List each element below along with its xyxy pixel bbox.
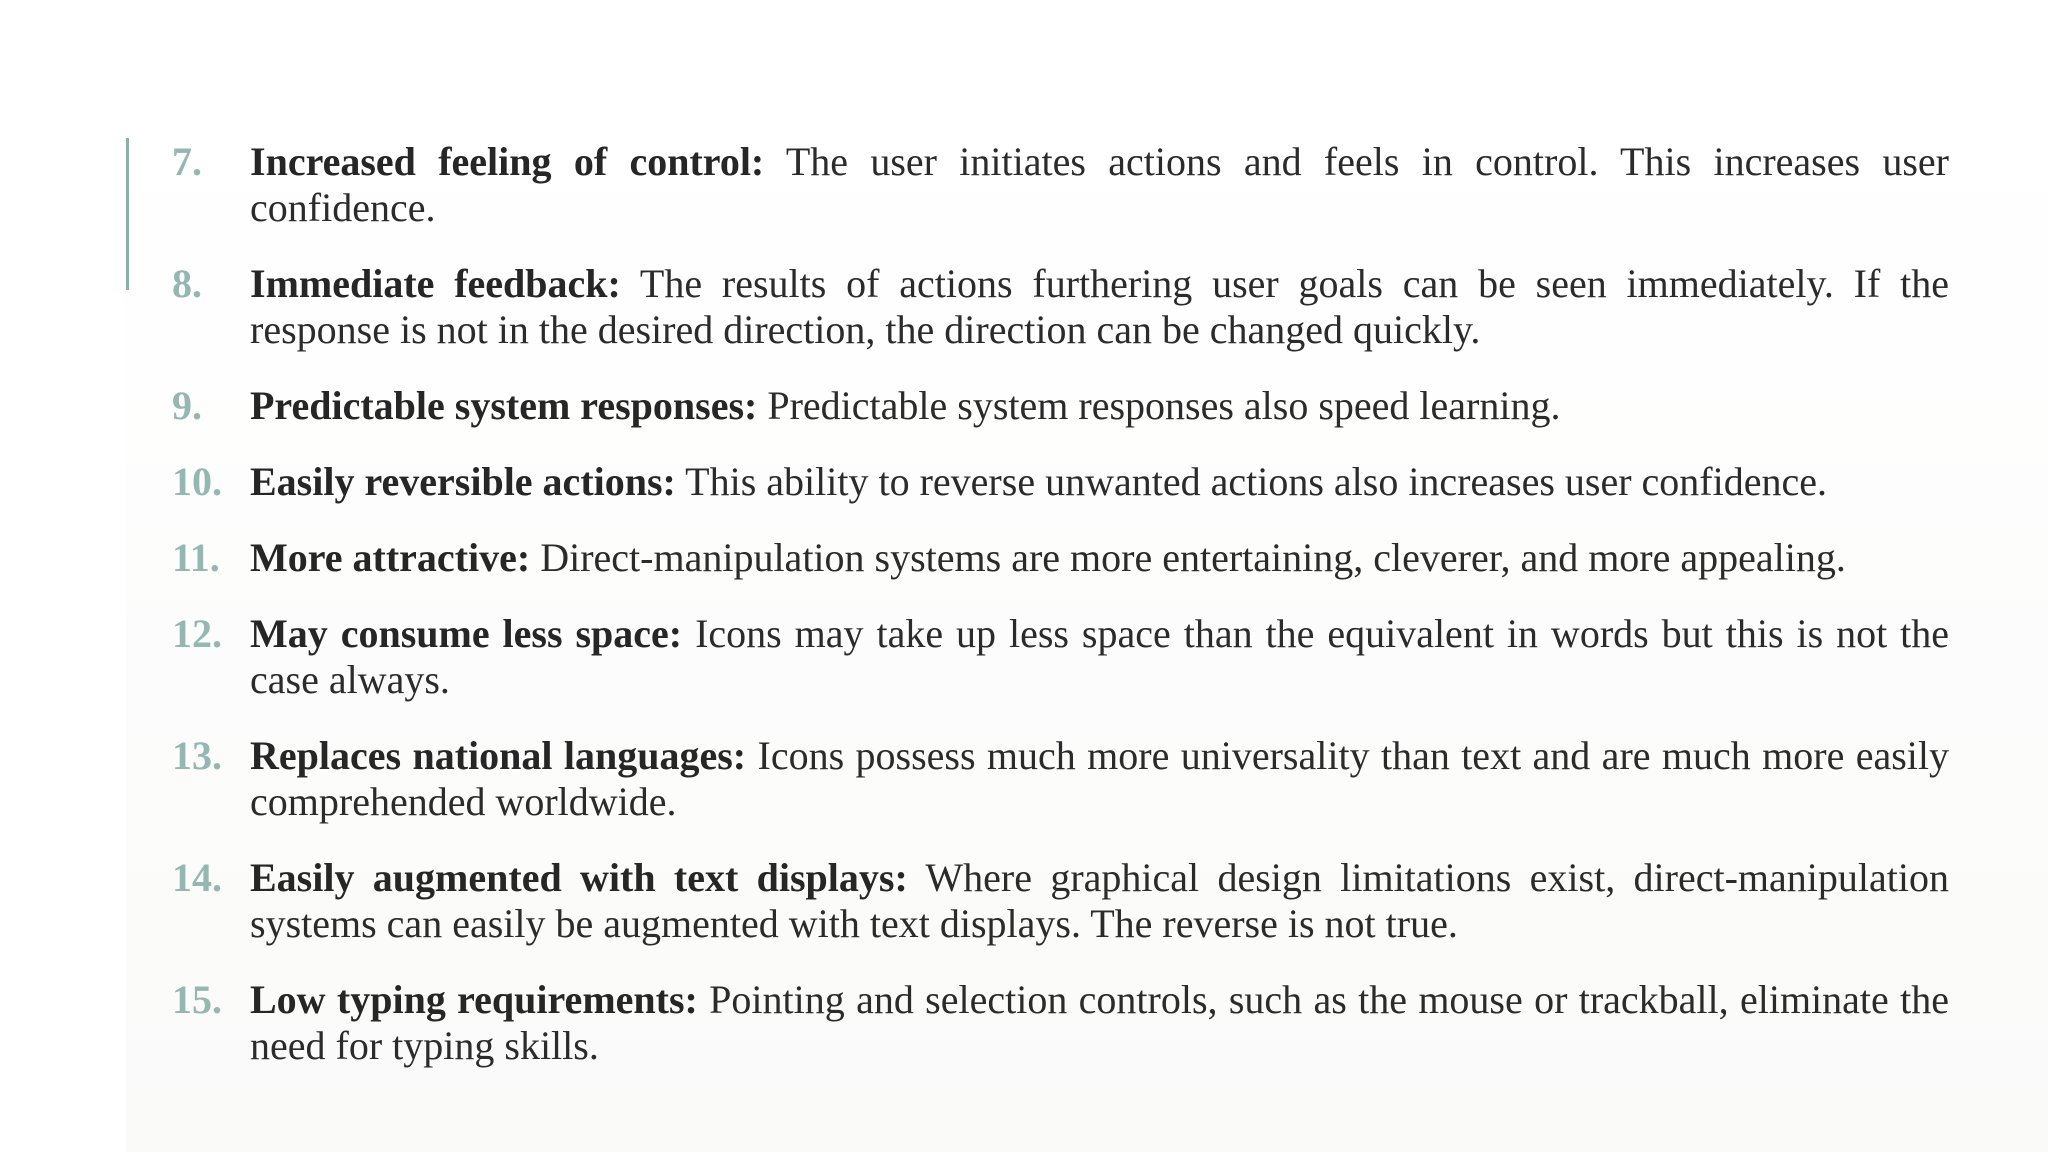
list-item-description: Direct-manipulation systems are more entertaining, cleverer, and more appealing. <box>530 535 1846 580</box>
list-item-term: Increased feeling of control: <box>250 139 765 184</box>
list-item <box>172 535 1949 581</box>
list-item-number: 14. <box>172 855 222 900</box>
list-item-number: 10. <box>172 459 222 504</box>
list-item-text <box>250 261 1949 353</box>
list-item-number: 13. <box>172 733 222 778</box>
list-item-text <box>250 383 1949 429</box>
list-item-term: More attractive: <box>250 535 531 580</box>
list-item <box>172 459 1949 505</box>
list-item-description: This ability to reverse unwanted actions also increases user confidence. <box>675 459 1827 504</box>
list-item <box>172 139 1949 231</box>
list-item-term: Predictable system responses: <box>250 383 758 428</box>
list-item <box>172 977 1949 1069</box>
list-item <box>172 611 1949 703</box>
list-item <box>172 383 1949 429</box>
list-item-number: 7. <box>172 139 202 184</box>
list-item-text <box>250 139 1949 231</box>
list-item-number: 15. <box>172 977 222 1022</box>
list-item-term: Easily reversible actions: <box>250 459 676 504</box>
list-item-text <box>250 977 1949 1069</box>
list-item-number: 12. <box>172 611 222 656</box>
list-item-description: Pointing and selection controls, such as the mouse or trackball, eliminate the need for typing skills. <box>250 977 1949 1068</box>
accent-bar <box>126 138 129 290</box>
list-item <box>172 733 1949 825</box>
list-item-term: Replaces national languages: <box>250 733 747 778</box>
list-item-number: 11. <box>172 535 220 580</box>
list-item <box>172 855 1949 947</box>
list-item-term: Immediate feedback: <box>250 261 621 306</box>
list-item-description: The results of actions furthering user goals can be seen immediately. If the response is not in the desired direction, the direction can be changed quickly. <box>250 261 1949 352</box>
list-item-text <box>250 459 1949 505</box>
list-item-text <box>250 733 1949 825</box>
list-item-number: 9. <box>172 383 202 428</box>
list-item-text <box>250 535 1949 581</box>
list-item-text <box>250 611 1949 703</box>
list-item-description: The user initiates actions and feels in control. This increases user confidence. <box>250 139 1950 230</box>
list-item-description: Icons may take up less space than the equivalent in words but this is not the case always. <box>250 611 1950 702</box>
list-item-term: Low typing requirements: <box>250 977 698 1022</box>
list-item-description: Predictable system responses also speed learning. <box>757 383 1561 428</box>
list-item-term: Easily augmented with text displays: <box>250 855 908 900</box>
list-item-description: Where graphical design limitations exist, direct-manipulation systems can easily be augmented with text displays. The reverse is not true. <box>250 855 1949 946</box>
list-item-term: May consume less space: <box>250 611 683 656</box>
list-item-number: 8. <box>172 261 202 306</box>
list-item-description: Icons possess much more universality than text and are much more easily comprehended worldwide. <box>250 733 1949 824</box>
list-item <box>172 261 1949 353</box>
list-item-text <box>250 855 1949 947</box>
numbered-list <box>172 139 1949 1099</box>
